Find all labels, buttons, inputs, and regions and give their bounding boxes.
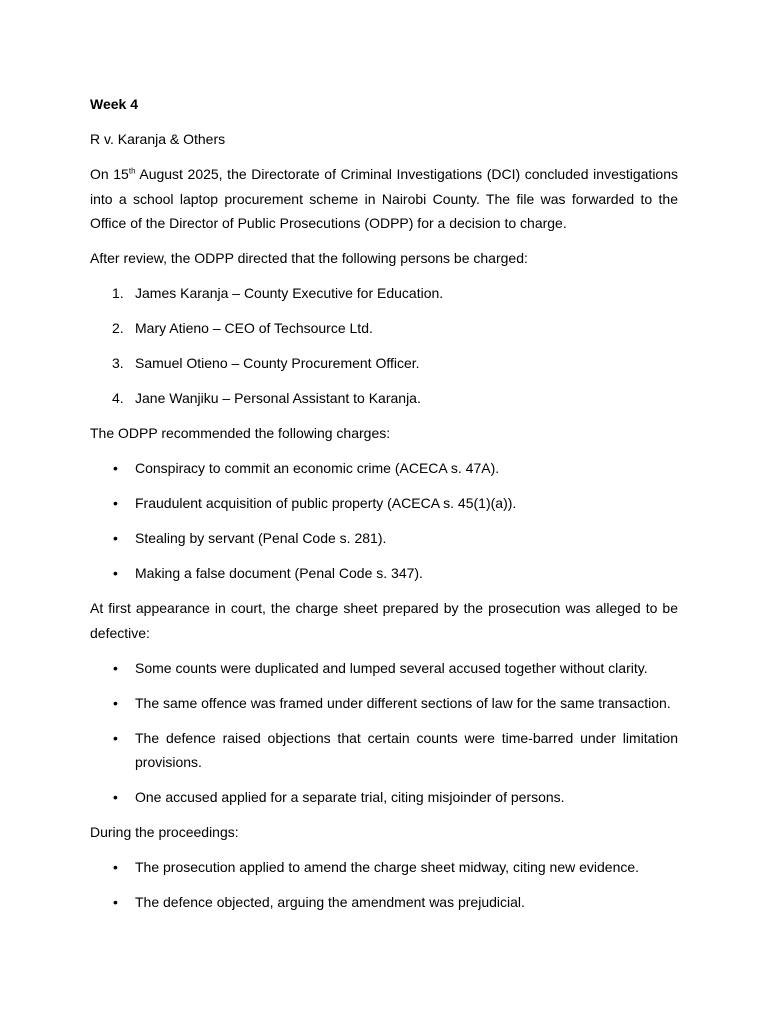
bullet-icon: • xyxy=(113,495,118,511)
list-item-text: Stealing by servant (Penal Code s. 281). xyxy=(135,530,387,546)
defects-list xyxy=(90,656,678,810)
list-item-text: Conspiracy to commit an economic crime (ACECA s. 47A). xyxy=(135,460,500,476)
list-number: 1. xyxy=(112,285,124,301)
list-item xyxy=(90,561,678,586)
list-item xyxy=(90,491,678,516)
list-item-text: One accused applied for a separate trial, citing misjoinder of persons. xyxy=(135,789,565,805)
intro-prefix: On 15 xyxy=(90,166,129,182)
intro-rest: August 2025, the Directorate of Criminal Investigations (DCI) concluded investigations into a school laptop procurement scheme in Nairobi County. The file was forwarded to the Office of the Director of Public Prosecutions (ODPP) for a decision to charge. xyxy=(90,166,679,231)
list-item-text: The defence objected, arguing the amendment was prejudicial. xyxy=(135,894,525,910)
list-item-text: James Karanja – County Executive for Education. xyxy=(135,285,444,301)
list-item-text: Making a false document (Penal Code s. 347). xyxy=(135,565,423,581)
intro-ordinal: th xyxy=(128,166,136,176)
list-number: 2. xyxy=(112,320,124,336)
list-item-text: Some counts were duplicated and lumped several accused together without clarity. xyxy=(135,659,648,676)
list-item xyxy=(90,855,678,880)
list-item-text: The prosecution applied to amend the charge sheet midway, citing new evidence. xyxy=(135,859,640,875)
list-item-text: Jane Wanjiku – Personal Assistant to Karanja. xyxy=(135,390,421,406)
bullet-icon: • xyxy=(113,789,118,805)
list-item xyxy=(90,656,678,681)
list-item-text: The same offence was framed under different sections of law for the same transaction. xyxy=(135,694,671,711)
list-item xyxy=(90,691,678,716)
list-item xyxy=(90,726,678,775)
list-item xyxy=(90,526,678,551)
charges-intro: The ODPP recommended the following charges: xyxy=(90,425,391,441)
bullet-icon: • xyxy=(113,859,118,875)
list-item-text: The defence raised objections that certain counts were time-barred under limitation provisions. xyxy=(135,729,678,770)
bullet-icon: • xyxy=(113,659,118,676)
proceedings-intro: During the proceedings: xyxy=(90,824,239,840)
list-number: 4. xyxy=(112,390,124,406)
bullet-icon: • xyxy=(113,894,118,910)
week-heading: Week 4 xyxy=(90,96,138,112)
charges-list xyxy=(90,456,678,586)
proceedings-list xyxy=(90,855,678,915)
list-number: 3. xyxy=(112,355,124,371)
list-item xyxy=(90,386,678,411)
bullet-icon: • xyxy=(113,460,118,476)
list-item xyxy=(90,316,678,341)
list-item xyxy=(90,456,678,481)
list-item xyxy=(90,785,678,810)
accused-list xyxy=(90,281,678,411)
list-item-text: Mary Atieno – CEO of Techsource Ltd. xyxy=(135,320,373,336)
intro-paragraph xyxy=(90,162,678,236)
bullet-icon: • xyxy=(113,530,118,546)
review-paragraph: After review, the ODPP directed that the following persons be charged: xyxy=(90,250,528,266)
case-title: R v. Karanja & Others xyxy=(90,131,226,147)
document-page xyxy=(90,92,678,925)
appearance-paragraph: At first appearance in court, the charge sheet prepared by the prosecution was alleged to be defective: xyxy=(90,600,678,641)
bullet-icon: • xyxy=(113,694,118,711)
list-item-text: Fraudulent acquisition of public property (ACECA s. 45(1)(a)). xyxy=(135,495,517,511)
list-item xyxy=(90,281,678,306)
bullet-icon: • xyxy=(113,729,118,746)
list-item xyxy=(90,351,678,376)
bullet-icon: • xyxy=(113,565,118,581)
list-item xyxy=(90,890,678,915)
list-item-text: Samuel Otieno – County Procurement Officer. xyxy=(135,355,420,371)
